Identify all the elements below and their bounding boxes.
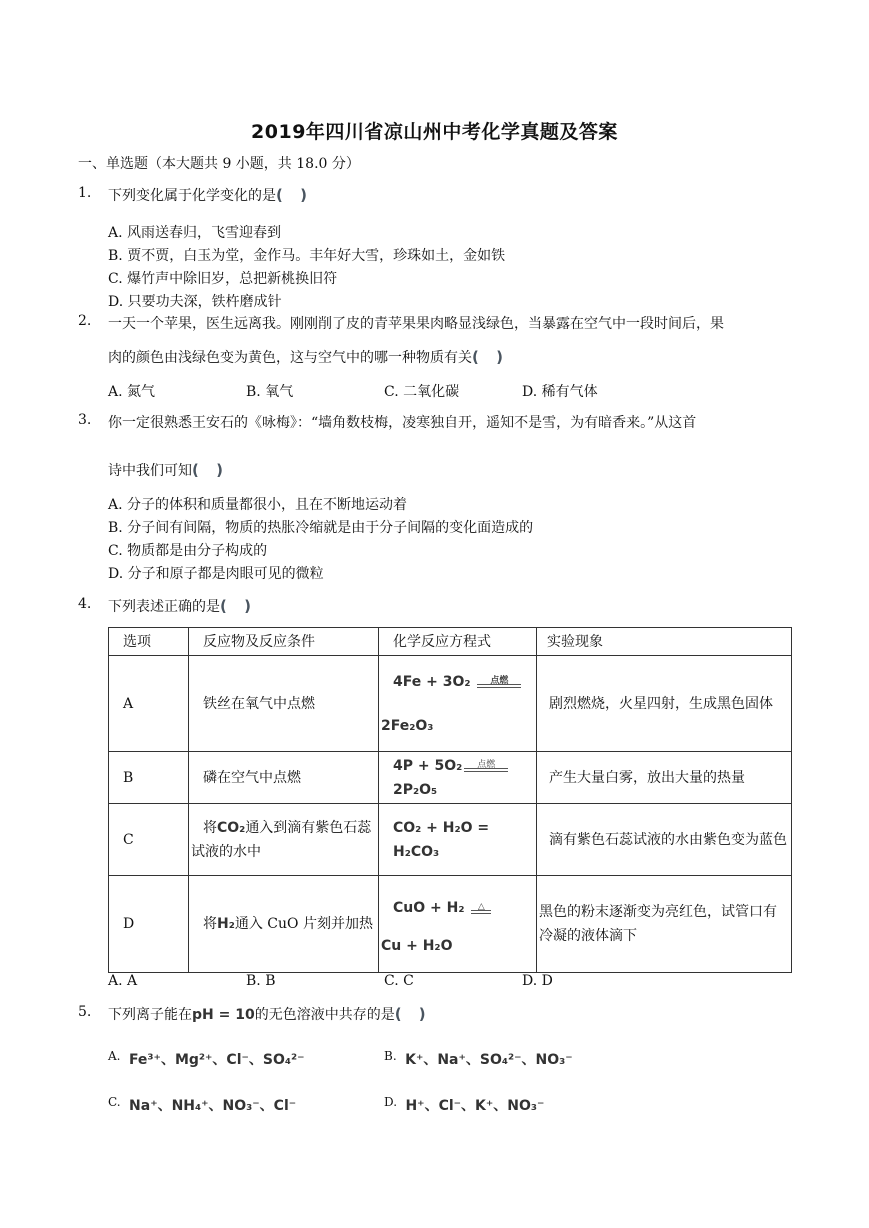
q5-ph: pH = 10: [192, 1007, 255, 1023]
header-phenomenon: 实验现象: [537, 628, 792, 656]
row-c-cond-pre: 将: [203, 819, 217, 836]
q5-option-a: [108, 1049, 305, 1069]
q5-option-d-ions: H⁺、Cl⁻、K⁺、NO₃⁻: [405, 1098, 545, 1114]
q4-stem: [108, 596, 257, 616]
table-row: [109, 804, 792, 876]
q3-option-b: B. 分子间有间隔，物质的热胀冷缩就是由于分子间隔的变化面造成的: [108, 520, 534, 536]
q5-option-b-label: B.: [384, 1049, 397, 1063]
q2-option-a: A. 氮气: [108, 384, 156, 400]
header-equation: 化学反应方程式: [379, 628, 537, 656]
header-reactants: 反应物及反应条件: [189, 628, 379, 656]
row-a-eq-cond: 点燃: [490, 676, 509, 686]
reaction-table: [108, 627, 792, 973]
q4-text: 下列表述正确的是: [108, 599, 220, 615]
q2-text: 肉的颜色由浅绿色变为黄色，这与空气中的哪一种物质有关: [108, 350, 472, 366]
q5-option-c-ions: Na⁺、NH₄⁺、NO₃⁻、Cl⁻: [129, 1098, 297, 1114]
answer-paren: ( ): [220, 597, 257, 615]
q2-number: 2.: [78, 313, 92, 329]
q2-option-c: C. 二氧化碳: [384, 384, 460, 400]
answer-paren: ( ): [394, 1005, 432, 1023]
row-b-phenomenon: 产生大量白雾，放出大量的热量: [537, 752, 792, 804]
q5-option-a-ions: Fe³⁺、Mg²⁺、Cl⁻、SO₄²⁻: [128, 1052, 305, 1068]
row-c-cond-post: 通入到滴有紫色石蕊试液的水中: [191, 819, 372, 860]
q1-text: 下列变化属于化学变化的是: [108, 188, 276, 204]
row-d-cond-pre: 将: [203, 916, 217, 932]
q3-line2: [108, 460, 229, 480]
header-option: 选项: [109, 628, 189, 656]
q3-line1: 你一定很熟悉王安石的《咏梅》：“墙角数枝梅，凌寒独自开，遥知不是雪，为有暗香来。”从这首: [108, 415, 697, 431]
q1-stem: [108, 185, 313, 205]
q5-option-a-label: A.: [108, 1049, 121, 1063]
q3-option-c: C. 物质都是由分子构成的: [108, 543, 268, 559]
table-row: [109, 876, 792, 973]
table-row: [109, 656, 792, 752]
row-a-phenomenon: 剧烈燃烧，火星四射，生成黑色固体: [537, 656, 792, 752]
row-c-condition: [189, 804, 379, 876]
row-d-option: D: [109, 876, 189, 973]
q2-line1: 一天一个苹果，医生远离我。刚刚削了皮的青苹果果肉略显浅绿色，当暴露在空气中一段时间后，果: [108, 316, 724, 332]
q5-option-d-label: D.: [384, 1095, 398, 1109]
row-a-equation: [379, 656, 537, 752]
q3-text: 诗中我们可知: [108, 463, 192, 479]
row-a-eq-left: 4Fe + 3O₂: [393, 674, 471, 690]
row-d-equation: [379, 876, 537, 973]
q1-option-b: B. 贾不贾，白玉为堂，金作马。丰年好大雪，珍珠如土，金如铁: [108, 248, 506, 264]
row-b-eq-right: 2P₂O₅: [393, 781, 438, 798]
q1-option-c: C. 爆竹声中除旧岁，总把新桃换旧符: [108, 271, 338, 287]
row-d-condition: [189, 876, 379, 973]
q2-line2: [108, 347, 509, 367]
row-c-eq: CO₂ + H₂O = H₂CO₃: [393, 819, 490, 860]
answer-paren: ( ): [192, 461, 229, 479]
row-c-option: C: [109, 804, 189, 876]
q4-option-b: B. B: [246, 973, 276, 989]
row-d-cond-post: 通入 CuO 片刻并加热: [234, 916, 373, 932]
q5-text-pre: 下列离子能在: [108, 1007, 192, 1023]
q2-option-b: B. 氧气: [246, 384, 294, 400]
answer-paren: ( ): [472, 348, 509, 366]
q5-text-post: 的无色溶液中共存的是: [254, 1007, 395, 1023]
q5-option-c: [108, 1095, 296, 1115]
q3-option-d: D. 分子和原子都是肉眼可见的微粒: [108, 566, 324, 582]
q1-option-d: D. 只要功夫深，铁杵磨成针: [108, 294, 282, 310]
q5-option-b-ions: K⁺、Na⁺、SO₄²⁻、NO₃⁻: [405, 1052, 573, 1068]
q1-number: 1.: [78, 185, 92, 201]
answer-paren: ( ): [276, 186, 313, 204]
q3-option-a: A. 分子的体积和质量都很小，且在不断地运动着: [108, 497, 408, 513]
row-b-equation: [379, 752, 537, 804]
q5-option-d: [384, 1095, 544, 1115]
row-a-condition: 铁丝在氧气中点燃: [189, 656, 379, 752]
row-b-eq-cond: 点燃: [477, 759, 496, 770]
row-c-equation: [379, 804, 537, 876]
q2-option-d: D. 稀有气体: [522, 384, 598, 400]
q4-number: 4.: [78, 596, 92, 612]
q4-option-a: A. A: [108, 973, 138, 989]
q5-number: 5.: [78, 1004, 92, 1020]
row-b-eq-left: 4P + 5O₂: [393, 757, 463, 774]
table-row: [109, 752, 792, 804]
q3-number: 3.: [78, 412, 92, 428]
row-b-condition: 磷在空气中点燃: [189, 752, 379, 804]
row-c-phenomenon: 滴有紫色石蕊试液的水由紫色变为蓝色: [537, 804, 792, 876]
q5-stem: [108, 1004, 432, 1024]
q4-option-d: D. D: [522, 973, 553, 989]
q5-option-b: [384, 1049, 573, 1069]
page-title: 2019年四川省凉山州中考化学真题及答案: [251, 121, 618, 143]
row-d-cond-chem: H₂: [217, 916, 235, 932]
table-header-row: [109, 628, 792, 656]
row-d-eq-cond: △: [477, 902, 485, 912]
row-d-eq-right: Cu + H₂O: [381, 938, 453, 954]
q5-option-c-label: C.: [108, 1095, 121, 1109]
row-a-eq-right: 2Fe₂O₃: [381, 718, 434, 734]
row-b-option: B: [109, 752, 189, 804]
row-a-option: A: [109, 656, 189, 752]
section-heading: 一、单选题（本大题共 9 小题，共 18.0 分）: [78, 156, 360, 172]
q4-option-c: C. C: [384, 973, 414, 989]
row-d-phenomenon: 黑色的粉末逐渐变为亮红色，试管口有冷凝的液体滴下: [537, 876, 792, 973]
row-d-eq-left: CuO + H₂: [393, 900, 465, 916]
q1-option-a: A. 风雨送春归，飞雪迎春到: [108, 225, 282, 241]
row-c-cond-chem: CO₂: [217, 819, 246, 836]
